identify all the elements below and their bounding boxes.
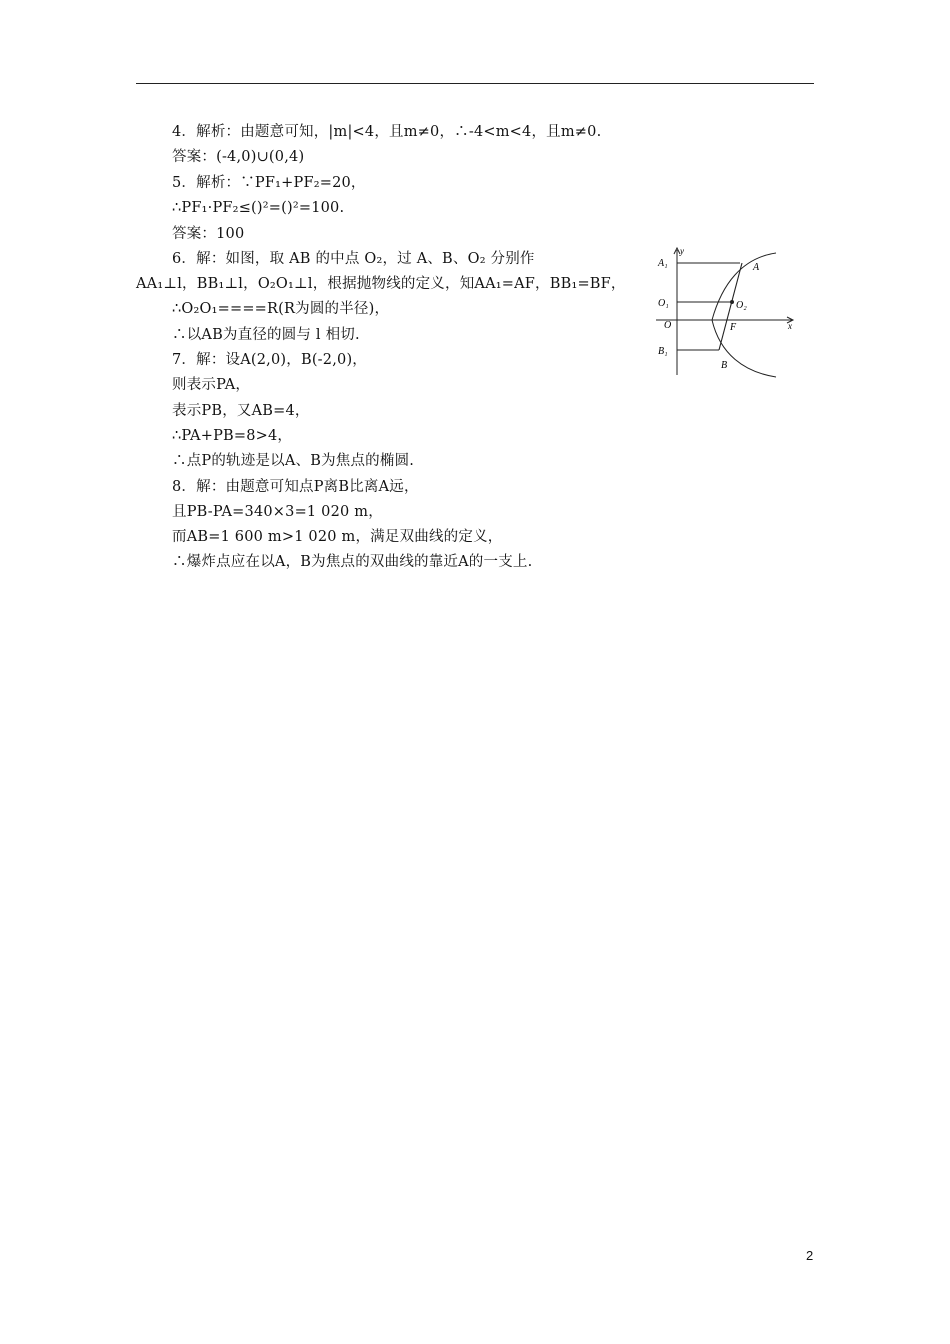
answer-8-difference: 且PB-PA=340×3=1 020 m，: [172, 504, 383, 520]
parabola-curve: [712, 253, 776, 377]
answer-8-conclusion: ∴爆炸点应在以A，B为焦点的双曲线的靠近A的一支上.: [172, 554, 533, 570]
answer-8-line: 8．解：由题意可知点P离B比离A远，: [172, 479, 419, 495]
answer-7-line: 7．解：设A(2,0)，B(-2,0)，: [172, 352, 367, 368]
answer-5-line: 5．解析：∵PF₁+PF₂=20，: [172, 175, 366, 191]
answer-4-result: 答案：(-4,0)∪(0,4): [172, 149, 305, 165]
answer-5-inequality: ∴PF₁·PF₂≤()²=()²=100.: [172, 200, 345, 216]
answer-5-result: 答案：100: [172, 226, 245, 242]
answer-7-pa: 则表示PA，: [172, 377, 251, 393]
label-o1: O₁: [658, 298, 669, 309]
answer-6-line: 6．解：如图，取 AB 的中点 O₂，过 A、B、O₂ 分别作: [172, 251, 535, 267]
answer-4-line: 4．解析：由题意可知，|m|<4，且m≠0，∴-4<m<4，且m≠0.: [172, 124, 602, 140]
label-x: x: [788, 321, 792, 331]
label-a1: A₁: [658, 258, 668, 269]
label-o2: O₂: [736, 300, 747, 311]
label-o: O: [664, 320, 672, 331]
label-y: y: [680, 246, 684, 256]
answer-7-conclusion: ∴点P的轨迹是以A、B为焦点的椭圆.: [172, 453, 415, 469]
header-rule: [136, 83, 814, 84]
label-f: F: [730, 322, 737, 333]
answer-6-definition: AA₁⊥l，BB₁⊥l，O₂O₁⊥l，根据抛物线的定义，知AA₁=AF，BB₁=BF，: [136, 276, 626, 292]
page-number: 2: [806, 1248, 814, 1263]
answer-7-sum: ∴PA+PB=8>4，: [172, 428, 293, 444]
label-b: B: [721, 360, 728, 371]
answer-6-radius: ∴O₂O₁====R(R为圆的半径)，: [172, 301, 390, 317]
label-a: A: [753, 262, 760, 273]
point-o2: [730, 300, 734, 304]
label-b1: B₁: [658, 346, 668, 357]
answer-7-pb: 表示PB，又AB=4，: [172, 403, 310, 419]
answer-8-definition: 而AB=1 600 m>1 020 m，满足双曲线的定义，: [172, 529, 503, 545]
parabola-figure: [652, 244, 802, 380]
answer-6-conclusion: ∴以AB为直径的圆与 l 相切.: [172, 327, 360, 343]
